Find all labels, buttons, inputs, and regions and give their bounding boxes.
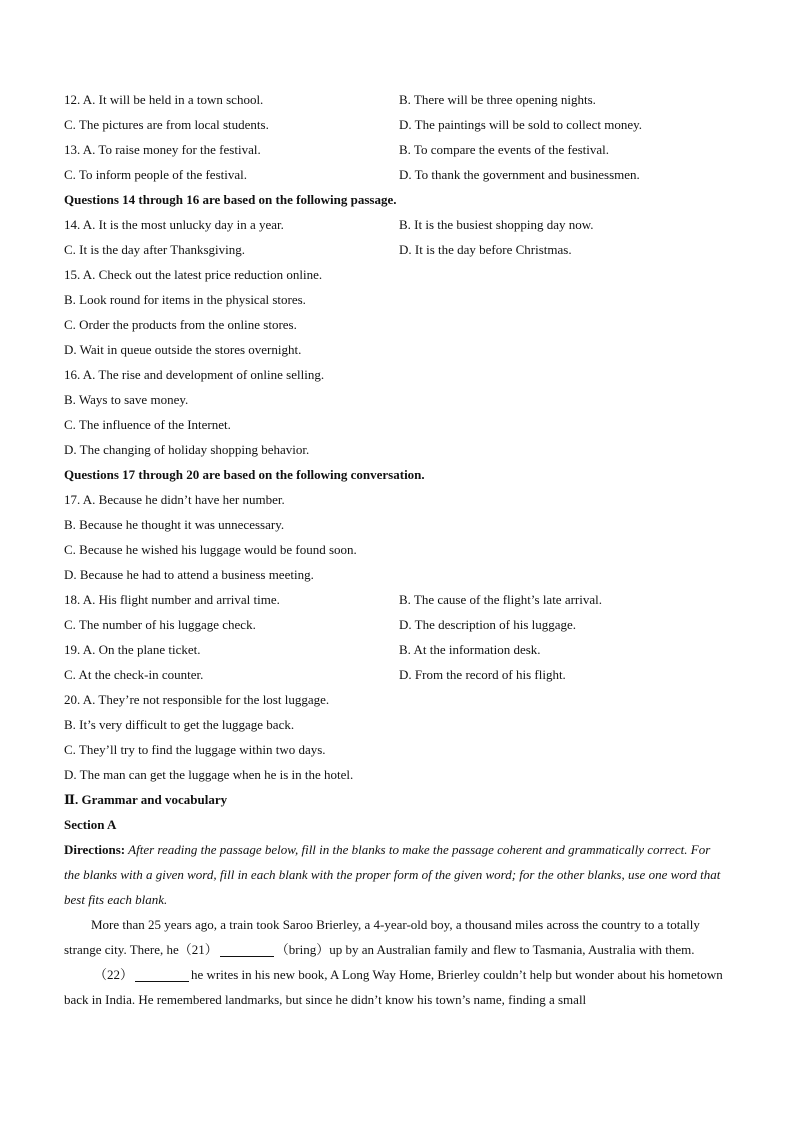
blank-21 <box>220 942 274 957</box>
option-text: 20. A. They’re not responsible for the lost luggage. <box>64 692 330 707</box>
question-row <box>64 737 724 762</box>
question-row <box>64 387 724 412</box>
question-row <box>64 537 724 562</box>
question-row <box>64 212 724 237</box>
option-text: 16. A. The rise and development of online selling. <box>64 367 325 382</box>
passage-paragraph-2 <box>64 962 724 1012</box>
option-text: 18. A. His flight number and arrival time. <box>64 592 280 607</box>
question-row <box>64 487 724 512</box>
option-text: D. From the record of his flight. <box>399 667 566 682</box>
passage-text: （22） <box>94 967 134 982</box>
directions <box>64 837 724 912</box>
blank-22 <box>135 967 189 982</box>
option-text: C. Order the products from the online stores. <box>64 317 297 332</box>
passage-text: （bring）up by an Australian family and flew to Tasmania, Australia with them. <box>275 942 695 957</box>
section-subtitle: Section A <box>64 817 117 832</box>
option-text: D. The paintings will be sold to collect money. <box>399 117 642 132</box>
question-row <box>64 362 724 387</box>
passage-text: More than 25 years ago, a train took Saroo Brierley, a 4-year-old boy, a thousand miles across the country to a totally strange city. There, he（21） <box>64 917 700 957</box>
question-row <box>64 712 724 737</box>
question-row <box>64 337 724 362</box>
option-text: D. The changing of holiday shopping behavior. <box>64 442 310 457</box>
option-text: B. The cause of the flight’s late arrival. <box>399 592 602 607</box>
option-text: D. Wait in queue outside the stores overnight. <box>64 342 302 357</box>
option-text: B. There will be three opening nights. <box>399 92 596 107</box>
option-text: B. It’s very difficult to get the luggage back. <box>64 717 295 732</box>
question-row <box>64 412 724 437</box>
question-row <box>64 587 724 612</box>
option-text: C. To inform people of the festival. <box>64 167 247 182</box>
question-row <box>64 262 724 287</box>
passage-text: he writes in his new book, A Long Way Home, Brierley couldn’t help but wonder about his hometown back in India. He remembered landmarks, but since he didn’t know his town’s name, finding a small <box>64 967 723 1007</box>
option-text: C. At the check-in counter. <box>64 667 204 682</box>
option-text: 15. A. Check out the latest price reduction online. <box>64 267 323 282</box>
option-text: 14. A. It is the most unlucky day in a year. <box>64 217 284 232</box>
option-text: B. Ways to save money. <box>64 392 189 407</box>
question-row <box>64 562 724 587</box>
question-row <box>64 687 724 712</box>
question-row <box>64 637 724 662</box>
option-text: D. It is the day before Christmas. <box>399 242 572 257</box>
option-text: B. It is the busiest shopping day now. <box>399 217 594 232</box>
question-row <box>64 512 724 537</box>
question-row <box>64 662 724 687</box>
option-text: 13. A. To raise money for the festival. <box>64 142 261 157</box>
option-text: D. Because he had to attend a business meeting. <box>64 567 314 582</box>
option-text: D. To thank the government and businessmen. <box>399 167 640 182</box>
listening-questions <box>64 87 724 787</box>
question-row <box>64 137 724 162</box>
question-row <box>64 612 724 637</box>
question-row <box>64 287 724 312</box>
section-title: Ⅱ. Grammar and vocabulary <box>64 792 228 807</box>
option-text: D. The description of his luggage. <box>399 617 577 632</box>
question-row <box>64 312 724 337</box>
option-text: C. The number of his luggage check. <box>64 617 256 632</box>
question-row <box>64 237 724 262</box>
question-row <box>64 112 724 137</box>
exam-page <box>64 87 724 1012</box>
option-text: B. Because he thought it was unnecessary. <box>64 517 285 532</box>
question-row <box>64 762 724 787</box>
option-text: 12. A. It will be held in a town school. <box>64 92 264 107</box>
question-row <box>64 87 724 112</box>
option-text: 19. A. On the plane ticket. <box>64 642 201 657</box>
option-text: C. It is the day after Thanksgiving. <box>64 242 246 257</box>
option-text: C. The pictures are from local students. <box>64 117 269 132</box>
option-text: B. Look round for items in the physical stores. <box>64 292 306 307</box>
question-row <box>64 162 724 187</box>
option-text: C. They’ll try to find the luggage within two days. <box>64 742 326 757</box>
option-text: B. To compare the events of the festival. <box>399 142 610 157</box>
option-text: C. The influence of the Internet. <box>64 417 231 432</box>
question-group-heading: Questions 17 through 20 are based on the following conversation. <box>64 467 425 482</box>
option-text: D. The man can get the luggage when he is in the hotel. <box>64 767 354 782</box>
question-group-heading: Questions 14 through 16 are based on the following passage. <box>64 192 397 207</box>
option-text: C. Because he wished his luggage would be found soon. <box>64 542 357 557</box>
passage-paragraph-1 <box>64 912 724 962</box>
directions-text: After reading the passage below, fill in the blanks to make the passage coherent and grammatically correct. For the blanks with a given word, fill in each blank with the proper form of the given word; for the other blanks, use one word that best fits each blank. <box>64 842 721 907</box>
directions-label: Directions: <box>64 842 126 857</box>
option-text: 17. A. Because he didn’t have her number. <box>64 492 285 507</box>
question-row <box>64 437 724 462</box>
option-text: B. At the information desk. <box>399 642 541 657</box>
